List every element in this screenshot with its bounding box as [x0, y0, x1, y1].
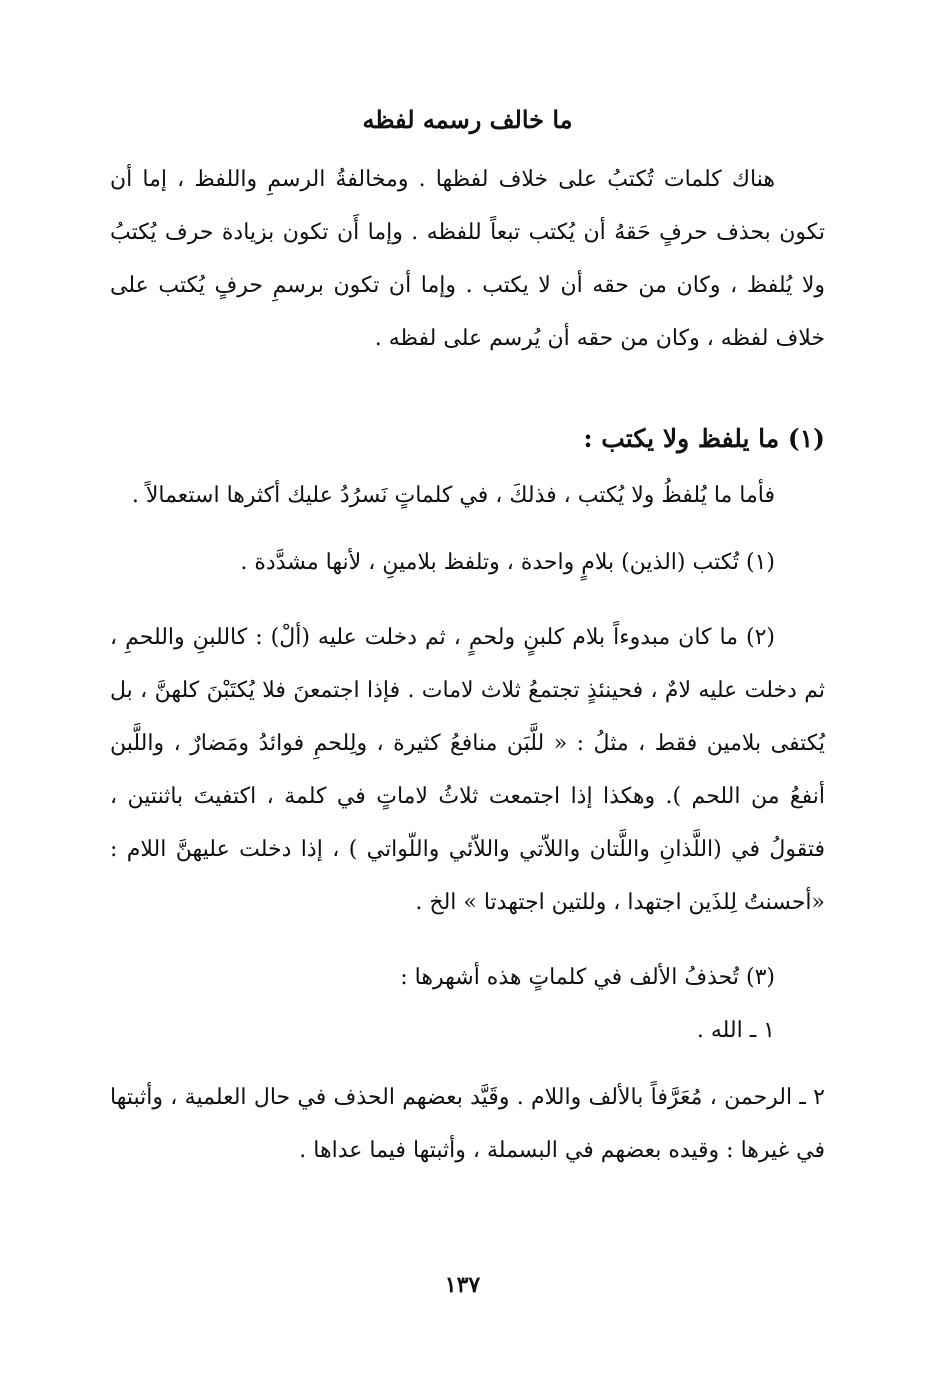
page-title: ما خالف رسمه لفظه — [362, 105, 573, 134]
item-2: (٢) ما كان مبدوءاً بلام كلبنٍ ولحمٍ ، ثم دخلت عليه (ألْ) : كاللبنِ واللحمِ ، ثم دخلت عليه لامٌ ، فحينئذٍ تجتمعُ ثلاث لامات . فإذا اجتمعنَ فلا يُكتَبْنَ كلهنَّ ، بل يُكتفى بلامين فقط ، مثلُ : « للَّبَن منافعُ كثيرة ، ولِلحمِ فوائدُ ومَضارٌ ، واللَّبن أنفعُ من اللحم ). وهكذا إذا اجتمعت ثلاثُ لاماتٍ في كلمة ، اكتفيتَ باثنتين ، فتقولُ في (اللَّذانِ واللَّتان واللاّتي واللاّئي واللّواتي ) ، إذا دخلت عليهنَّ اللام : «أحسنتُ لِلذَين اجتهدا ، وللتين اجتهدتا » الخ . — [110, 625, 825, 915]
item-3: (٣) تُحذفُ الألف في كلماتٍ هذه أشهرها : — [400, 965, 775, 990]
sub-item-1: ١ ـ الله . — [696, 1018, 775, 1043]
section-1-intro: فأما ما يُلفظُ ولا يُكتب ، فذلكَ ، في كلماتٍ نَسرُدُ عليك أكثرها استعمالاً . — [131, 483, 775, 508]
section-heading-1: (١) ما يلفظ ولا يكتب : — [583, 424, 825, 453]
item-1: (١) تُكتب (الذين) بلامٍ واحدة ، وتلفظ بلامينِ ، لأنها مشدَّدة . — [240, 550, 775, 575]
page-body — [110, 95, 825, 1177]
page-number: ١٣٧ — [444, 1272, 481, 1298]
intro-paragraph: هناك كلمات تُكتبُ على خلاف لفظها . ومخالفةُ الرسمِ واللفظ ، إما أن تكون بحذف حرفٍ حَقهُ أن يُكتب تبعاً للفظه . وإما أَن تكون بزيادة حرف يُكتبُ ولا يُلفظ ، وكان من حقه أن لا يكتب . وإما أن تكون برسمِ حرفٍ يُكتب على خلاف لفظه ، وكان من حقه أن يُرسم على لفظه . — [110, 167, 825, 351]
sub-item-2: ٢ ـ الرحمن ، مُعَرَّفاً بالألف واللام . وقَيَّد بعضهم الحذف في حال العلمية ، وأثبتها في غيرها : وقيده بعضهم في البسملة ، وأثبتها فيما عداها . — [110, 1085, 825, 1163]
